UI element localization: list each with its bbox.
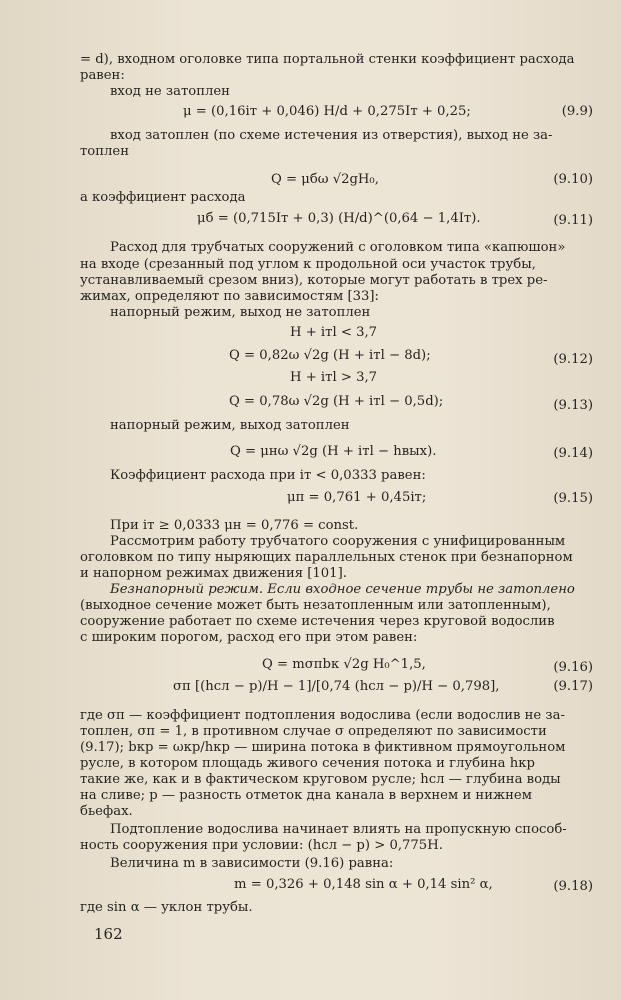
text-line: ность сооружения при условии: (hсл − p) > 0,775H. [80,838,443,853]
text-line: Коэффициент расхода при iт < 0,0333 равен: [110,468,426,483]
formula: μб = (0,715Iт + 0,3) (H/d)^(0,64 − 1,4Iт). [197,211,481,226]
text-line: Величина m в зависимости (9.16) равна: [110,856,394,871]
text-line: Расход для трубчатых сооружений с оголовком типа «капюшон» [110,240,566,255]
equation-number: (9.11) [553,213,593,228]
text-line: топлен, σп = 1, в противном случае σ определяют по зависимости [80,724,547,739]
text-line: Безнапорный режим. Если входное сечение трубы не затоплено [110,582,575,597]
equation-number: (9.15) [553,491,593,506]
text-line: на сливе; p — разность отметок дна канала в верхнем и нижнем [80,788,532,803]
formula: μп = 0,761 + 0,45iт; [287,490,427,505]
equation-number: (9.14) [553,446,593,461]
text-line: а коэффициент расхода [80,190,246,205]
equation-number: (9.9) [561,104,593,119]
formula: H + iтl > 3,7 [290,370,378,385]
equation-number: (9.18) [553,879,593,894]
text-line: с широким порогом, расход его при этом равен: [80,630,418,645]
text-line: (9.17); bкр = ωкр/hкр — ширина потока в фиктивном прямоугольном [80,740,566,755]
text-line: где σп — коэффициент подтопления водослива (если водослив не за- [80,708,565,723]
formula: m = 0,326 + 0,148 sin α + 0,14 sin² α, [234,877,493,892]
text-line: напорный режим, выход не затоплен [110,305,371,320]
text-line: и напорном режимах движения [101]. [80,566,347,581]
text-line: русле, в котором площадь живого сечения потока и глубина hкр [80,756,535,771]
text-line: Рассмотрим работу трубчатого сооружения с унифицированным [110,534,566,549]
text-line: устанавливаемый срезом вниз), которые могут работать в трех ре- [80,273,548,288]
equation-number: (9.10) [553,172,593,187]
text-line: жимах, определяют по зависимостям [33]: [80,289,379,304]
text-line: = d), входном оголовке типа портальной стенки коэффициент расхода [80,52,575,67]
formula: Q = μнω √2g (H + iтl − hвых). [230,444,437,459]
formula: Q = 0,78ω √2g (H + iтl − 0,5d); [229,394,444,409]
text-line: оголовком по типу ныряющих параллельных стенок при безнапорном [80,550,573,565]
formula: σп [(hсл − p)/H − 1]/[0,74 (hсл − p)/H − 0,798], [173,679,500,694]
text-line: на входе (срезанный под углом к продольной оси участок трубы, [80,257,536,272]
text-line: сооружение работает по схеме истечения через круговой водослив [80,614,555,629]
text-line: Подтопление водослива начинает влиять на пропускную способ- [110,822,567,837]
equation-number: (9.16) [553,660,593,675]
equation-number: (9.13) [553,398,593,413]
text-line: такие же, как и в фактическом круговом русле; hсл — глубина воды [80,772,561,787]
text-line: При iт ≥ 0,0333 μн = 0,776 = const. [110,518,359,533]
text-line: (выходное сечение может быть незатопленным или затопленным), [80,598,551,613]
formula: Q = 0,82ω √2g (H + iтl − 8d); [229,348,431,363]
text-line: равен: [80,68,125,83]
text-line: где sin α — уклон трубы. [80,900,253,915]
formula: Q = μбω √2gH₀, [271,172,379,187]
text-line: топлен [80,144,129,159]
formula: μ = (0,16iт + 0,046) H/d + 0,275Iт + 0,25; [183,104,471,119]
formula: H + iтl < 3,7 [290,325,378,340]
text-line: бьефах. [80,804,133,819]
page-number: 162 [94,925,123,943]
formula: Q = mσпbк √2g H₀^1,5, [262,657,426,672]
equation-number: (9.17) [553,679,593,694]
equation-number: (9.12) [553,352,593,367]
text-line: напорный режим, выход затоплен [110,418,350,433]
text-line: вход не затоплен [110,84,230,99]
text-line: вход затоплен (по схеме истечения из отверстия), выход не за- [110,128,553,143]
